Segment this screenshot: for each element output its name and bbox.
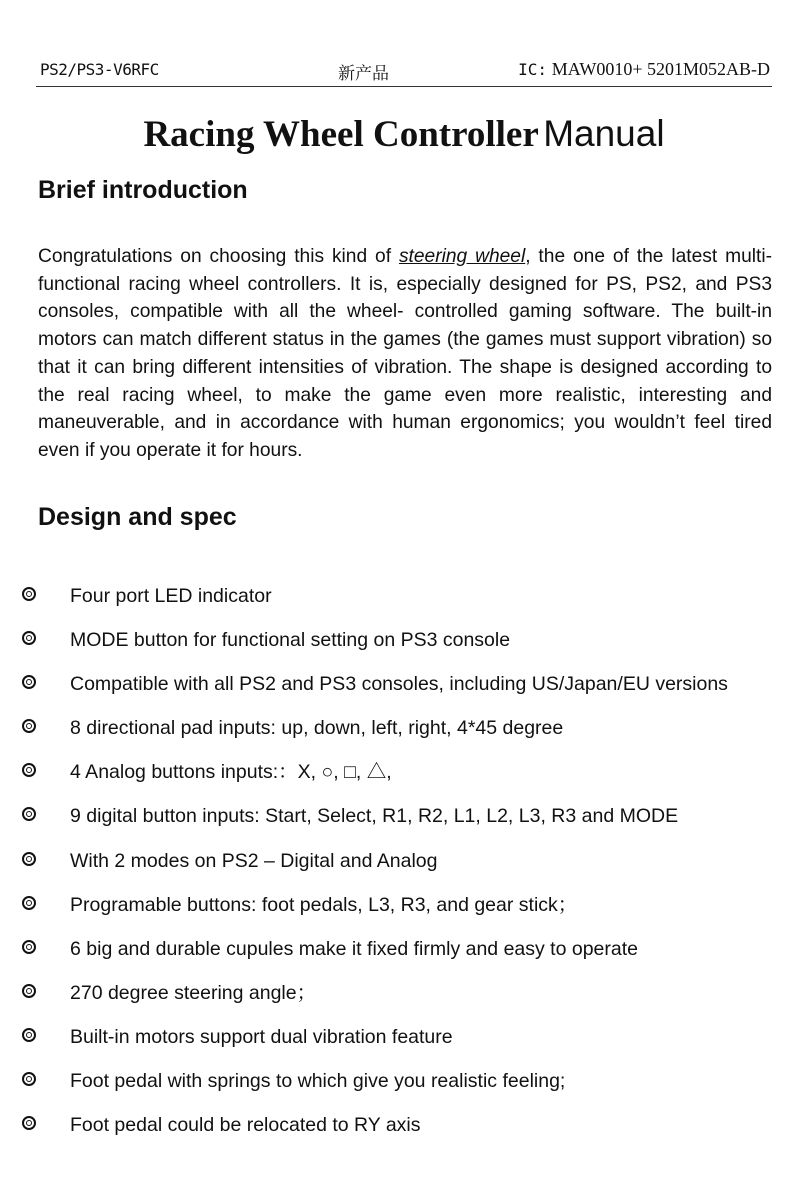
ic-code-group <box>518 59 770 80</box>
bullet-icon <box>22 984 36 998</box>
bullet-icon <box>22 587 36 601</box>
bullet-icon <box>22 719 36 733</box>
list-item <box>0 760 808 804</box>
bullet-icon <box>22 1072 36 1086</box>
document-title <box>0 113 808 156</box>
bullet-icon <box>22 763 36 777</box>
spec-text: Programable buttons: foot pedals, L3, R3, and gear stick； <box>70 893 578 916</box>
list-item <box>0 628 808 672</box>
list-item <box>0 1113 808 1157</box>
title-main: Racing Wheel Controller <box>143 114 539 155</box>
list-item <box>0 804 808 848</box>
list-item <box>0 584 808 628</box>
bullet-icon <box>22 940 36 954</box>
spec-text: 4 Analog buttons inputs:：X, ○, □, △, <box>70 761 392 784</box>
spec-text: 8 directional pad inputs: up, down, left, right, 4*45 degree <box>70 717 564 740</box>
model-number: PS2/PS3-V6RFC <box>40 60 159 79</box>
intro-text-before: Congratulations on choosing this kind of <box>38 246 399 267</box>
spec-text: Foot pedal with springs to which give you realistic feeling; <box>70 1070 566 1093</box>
spec-list <box>0 584 808 1157</box>
spec-text: 6 big and durable cupules make it fixed firmly and easy to operate <box>70 937 638 960</box>
list-item <box>0 1025 808 1069</box>
spec-text: Four port LED indicator <box>70 585 272 607</box>
intro-paragraph <box>38 243 772 465</box>
spec-text: Foot pedal could be relocated to RY axis <box>70 1114 421 1137</box>
bullet-icon <box>22 675 36 689</box>
list-item <box>0 981 808 1025</box>
design-heading: Design and spec <box>38 503 237 531</box>
intro-text-after: , the one of the latest multi-functional racing wheel controllers. It is, especially designed for PS, PS2, and PS3 consoles, compatible with all the wheel- controlled gaming software. The built-in motors can match different status in the games (the games must support vibration) so that it can bring different intensities of vibration. The shape is designed according to the real racing wheel, to make the game even more realistic, interesting and maneuverable, and in accordance with human ergonomics; you wouldn’t feel tired even if you operate it for hours. <box>38 246 772 461</box>
ic-label: IC: <box>518 60 548 79</box>
spec-text: 9 digital button inputs: Start, Select, R1, R2, L1, L2, L3, R3 and MODE <box>70 805 679 828</box>
list-item <box>0 937 808 981</box>
list-item <box>0 849 808 893</box>
spec-text: MODE button for functional setting on PS3 console <box>70 629 511 652</box>
list-item <box>0 716 808 760</box>
spec-text: 270 degree steering angle； <box>70 981 317 1004</box>
intro-keyword: steering wheel <box>398 246 526 267</box>
spec-text: With 2 modes on PS2 – Digital and Analog <box>70 849 438 872</box>
list-item <box>0 672 808 716</box>
bullet-icon <box>22 807 36 821</box>
bullet-icon <box>22 1116 36 1130</box>
bullet-icon <box>22 896 36 910</box>
spec-text: Compatible with all PS2 and PS3 consoles, including US/Japan/EU versions <box>70 673 728 696</box>
list-item <box>0 1069 808 1113</box>
bullet-icon <box>22 852 36 866</box>
spec-text: Built-in motors support dual vibration feature <box>70 1025 453 1048</box>
intro-heading: Brief introduction <box>38 176 248 204</box>
new-product-label: 新产品 <box>338 64 389 84</box>
bullet-icon <box>22 1028 36 1042</box>
list-item <box>0 893 808 937</box>
page-header <box>36 58 772 87</box>
bullet-icon <box>22 631 36 645</box>
title-suffix: Manual <box>543 113 665 154</box>
ic-code: MAW0010+ 5201M052AB-D <box>551 59 770 79</box>
